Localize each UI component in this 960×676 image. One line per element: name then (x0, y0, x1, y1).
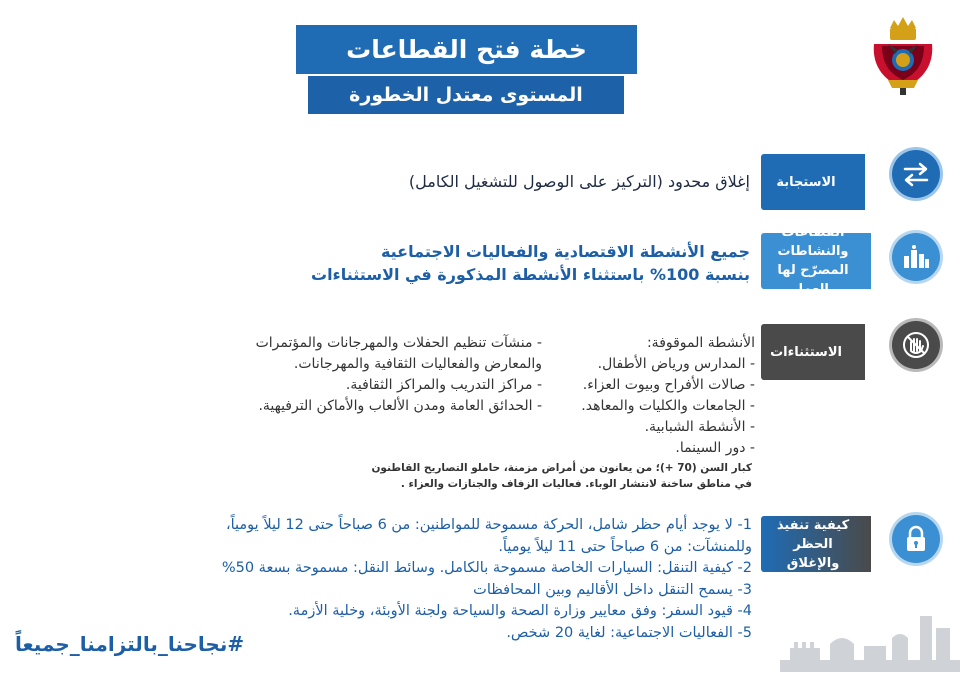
list-item: - الأنشطة الشبابية. (644, 419, 755, 435)
list-item: والمعارض والفعاليات الثقافية والمهرجانات. (293, 356, 542, 372)
page-title: خطة فتح القطاعات (296, 25, 637, 74)
note-line: في مناطق ساخنة لانتشار الوباء. فعاليات الزفاف والجنازات والعزاء . (400, 478, 752, 490)
stop-hand-icon (892, 321, 940, 369)
curfew-label: كيفية تنفيذ الحظر والإغلاق (761, 516, 871, 572)
list-item: 4- قيود السفر: وفق معايير وزارة الصحة والسياحة ولجنة الأوبئة، وخلية الأزمة. (288, 603, 752, 619)
list-item: 5- الفعاليات الاجتماعية: لغاية 20 شخص. (506, 624, 752, 641)
list-item: وللمنشآت: من 6 صباحاً حتى 11 ليلاً يومياً. (498, 538, 752, 555)
sectors-line-1: جميع الأنشطة الاقتصادية والفعاليات الاجتماعية (380, 242, 750, 261)
response-text: إغلاق محدود (التركيز على الوصول للتشغيل الكامل) (408, 172, 750, 191)
page-subtitle: المستوى معتدل الخطورة (308, 76, 624, 114)
city-skyline-icon (780, 608, 960, 672)
list-item: 3- يسمح التنقل داخل الأقاليم وبين المحافظات (473, 581, 752, 598)
exceptions-right-list (555, 333, 755, 459)
sectors-line-2: بنسبة 100% باستثناء الأنشطة المذكورة في الاستثناءات (310, 265, 750, 284)
list-item: الأنشطة الموقوفة: (646, 335, 755, 351)
response-label: الاستجابة (761, 154, 865, 210)
list-item: - دور السينما. (675, 440, 755, 456)
exceptions-left-list (202, 333, 542, 417)
list-item: - الجامعات والكليات والمعاهد. (581, 398, 755, 414)
padlock-icon (892, 515, 940, 563)
jordan-coat-of-arms-icon (868, 14, 938, 96)
note-line: كبار السن (70 +)؛ من يعانون من أمراض مزمنة، حاملو التصاريح القاطنون (371, 462, 752, 474)
curfew-list (192, 515, 752, 644)
list-item: - المدارس ورياض الأطفال. (597, 356, 755, 372)
exceptions-label: الاستثناءات (761, 324, 865, 380)
arrows-exchange-icon (892, 150, 940, 198)
list-item: - صالات الأفراح وبيوت العزاء. (582, 377, 755, 393)
city-activities-icon (892, 233, 940, 281)
list-item: 2- كيفية التنقل: السيارات الخاصة مسموحة بالكامل. وسائط النقل: مسموحة بسعة 50% (221, 560, 752, 576)
list-item: 1- لا يوجد أيام حظر شامل، الحركة مسموحة للمواطنين: من 6 صباحاً حتى 12 ليلاً يومياً، (225, 517, 752, 533)
exceptions-note (352, 460, 752, 492)
list-item: - الحدائق العامة ومدن الألعاب والأماكن الترفيهية. (258, 398, 542, 414)
hashtag: #نجاحنا_بالتزامنا_جميعاً (15, 632, 245, 656)
list-item: - مراكز التدريب والمراكز الثقافية. (345, 377, 542, 393)
list-item: - منشآت تنظيم الحفلات والمهرجانات والمؤتمرات (255, 335, 542, 351)
sectors-label: القطاعات والنشاطات المصرّح لها بالعمل (761, 233, 871, 289)
